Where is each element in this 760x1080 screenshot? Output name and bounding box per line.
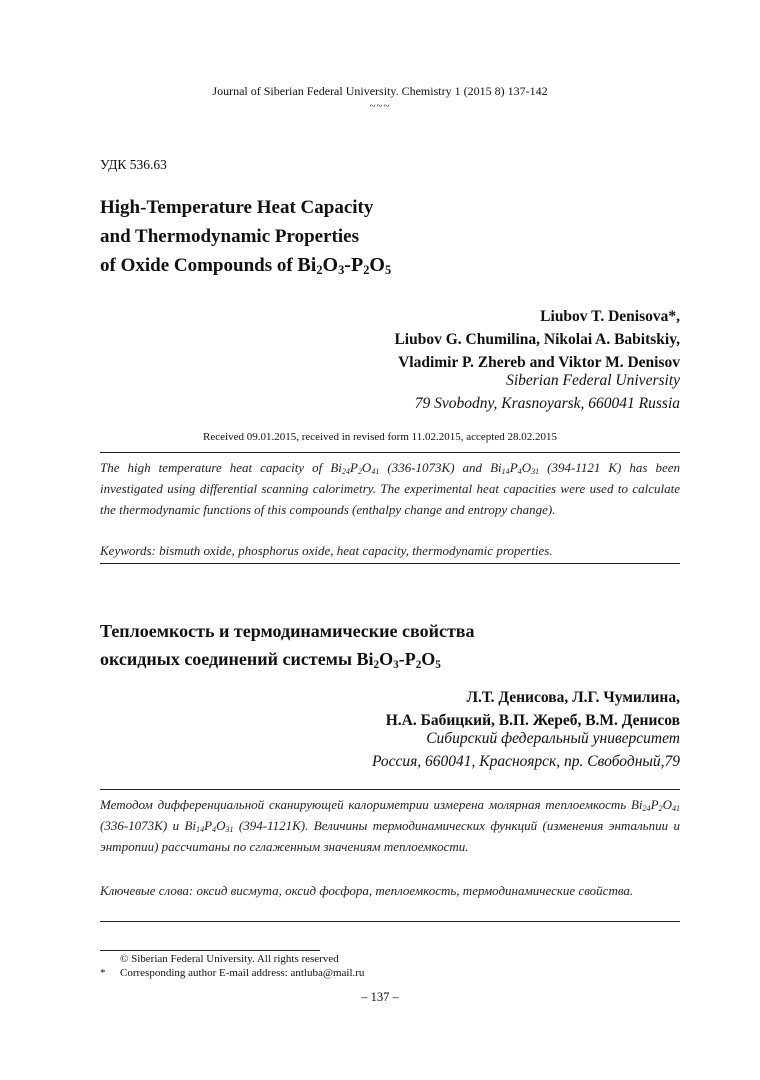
affiliation-address: 79 Svobodny, Krasnoyarsk, 660041 Russia xyxy=(414,395,680,412)
author-line: Liubov G. Chumilina, Nikolai A. Babitskiy, xyxy=(394,331,680,348)
divider xyxy=(100,789,680,790)
keywords-ru: Ключевые слова: оксид висмута, оксид фосфора, теплоемкость, термодинамические свойства. xyxy=(100,883,634,898)
title-ru-line1: Теплоемкость и термодинамические свойства xyxy=(100,621,475,641)
affiliation-name: Сибирский федеральный университет xyxy=(426,730,680,747)
divider xyxy=(100,452,680,453)
abstract-en: The high temperature heat capacity of $Bi_{24}P_2O_{41}$ (336-1073K) and $Bi_{14}P_4O_{31}$ (394-1121 K) has been investigated using differential scanning calorimetry. The experimental heat capacities were used to calculate the thermodynamic functions of this compounds (enthalpy change and entropy change). xyxy=(100,460,680,517)
title-en-line3-prefix: of Oxide Compounds of xyxy=(100,255,298,276)
page-number: – 137 – xyxy=(361,990,399,1004)
affiliation-ru xyxy=(372,727,680,773)
footnote-corresponding: * Corresponding author E-mail address: antluba@mail.ru xyxy=(100,967,365,979)
abstract-ru: Методом дифференциальной сканирующей калориметрии измерена молярная теплоемкость $Bi_{24}P_2O_{41}$ (336-1073K) и $Bi_{14}P_4O_{31}$ (394-1121K). Величины термодинамических функций (изменения энтальпии и энтропии) рассчитаны по сглаженным значениям теплоемкости. xyxy=(100,797,680,854)
author-line: Vladimir P. Zhereb and Viktor M. Denisov xyxy=(398,354,680,371)
formula: $Bi_{24}P_2O_{41}$ xyxy=(630,797,680,813)
journal-header: Journal of Siberian Federal University. Chemistry 1 (2015 8) 137-142 xyxy=(212,84,548,98)
affiliation-en xyxy=(415,369,680,415)
divider xyxy=(100,563,680,564)
author-line: Л.Т. Денисова, Л.Г. Чумилина, xyxy=(466,689,680,706)
footnote-star: * xyxy=(100,967,106,979)
title-en xyxy=(100,193,391,280)
author-line: Liubov T. Denisova*, xyxy=(540,308,680,325)
formula: $Bi_{24}P_2O_{41}$ xyxy=(330,460,380,476)
footnote-copyright: © Siberian Federal University. All rights reserved xyxy=(120,953,339,965)
title-ru xyxy=(100,617,475,673)
title-en-line2: and Thermodynamic Properties xyxy=(100,226,359,247)
title-ru-line2: оксидных соединений системы $Bi_2O_3-P_2O_5$ xyxy=(100,649,441,671)
received-dates: Received 09.01.2015, received in revised form 11.02.2015, accepted 28.02.2015 xyxy=(203,431,557,443)
affiliation-name: Siberian Federal University xyxy=(506,372,680,389)
title-en-formula: $Bi_2O_3-P_2O_5$ xyxy=(297,254,392,278)
header-ornament: ~~~ xyxy=(369,100,391,112)
author-line: Н.А. Бабицкий, В.П. Жереб, В.М. Денисов xyxy=(385,712,680,729)
title-ru-formula: $Bi_2O_3-P_2O_5$ xyxy=(356,649,441,671)
affiliation-address: Россия, 660041, Красноярск, пр. Свободный,79 xyxy=(371,753,680,770)
divider xyxy=(100,921,680,922)
formula: $Bi_{14}P_4O_{31}$ xyxy=(184,818,234,834)
authors-ru xyxy=(386,686,680,732)
formula: $Bi_{14}P_4O_{31}$ xyxy=(490,460,540,476)
authors-en xyxy=(394,305,680,374)
udk-code: УДК 536.63 xyxy=(100,157,167,172)
title-en-line1: High-Temperature Heat Capacity xyxy=(100,197,374,218)
keywords-en: Keywords: bismuth oxide, phosphorus oxide, heat capacity, thermodynamic properties. xyxy=(100,543,553,558)
footnote-divider xyxy=(100,950,320,951)
title-en-line3 xyxy=(100,251,391,280)
